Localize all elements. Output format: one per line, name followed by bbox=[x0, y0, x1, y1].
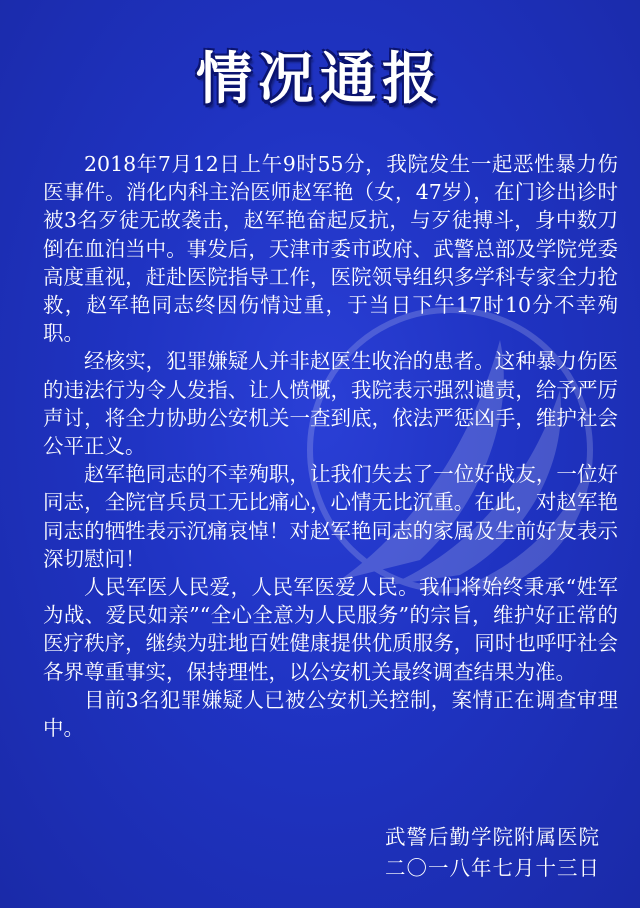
paragraph-status: 目前3名犯罪嫌疑人已被公安机关控制，案情正在调查审理中。 bbox=[43, 687, 618, 741]
page-title: 情况通报 bbox=[196, 47, 444, 112]
notice-body bbox=[43, 150, 618, 742]
paragraph-condolence: 赵军艳同志的不幸殉职，让我们失去了一位好战友，一位好同志，全院官兵员工无比痛心，心情无比沉重。在此，对赵军艳同志的牺牲表示沉痛哀悼！对赵军艳同志的家属及生前好友表示深切慰问！ bbox=[43, 462, 618, 571]
signature-date: 二〇一八年七月十三日 bbox=[385, 856, 600, 880]
paragraph-verification: 经核实，犯罪嫌疑人并非赵医生收治的患者。这种暴力伤医的违法行为令人发指、让人愤慨，我院表示强烈谴责，给予严厉声讨，将全力协助公安机关一查到底，依法严惩凶手，维护社会公平正义。 bbox=[43, 349, 618, 459]
paragraph-commitment: 人民军医人民爱，人民军医爱人民。我们将始终秉承“姓军为战、爱民如亲”“全心全意为人民服务”的宗旨，维护好正常的医疗秩序，继续为驻地百姓健康提供优质服务，同时也呼吁社会各界尊重事实，保持理性，以公安机关最终调查结果为准。 bbox=[43, 575, 618, 684]
signature-block bbox=[385, 822, 600, 884]
paragraph-incident: 2018年7月12日上午9时55分，我院发生一起恶性暴力伤医事件。消化内科主治医师赵军艳（女，47岁），在门诊出诊时被3名歹徒无故袭击，赵军艳奋起反抗，与歹徒搏斗，身中数刀倒在血泊当中。事发后，天津市委市政府、武警总部及学院党委高度重视，赶赴医院指导工作，医院领导组织多学科专家全力抢救，赵军艳同志终因伤情过重，于当日下午17时10分不幸殉职。 bbox=[43, 152, 618, 346]
signature-organization: 武警后勤学院附属医院 bbox=[385, 825, 600, 849]
